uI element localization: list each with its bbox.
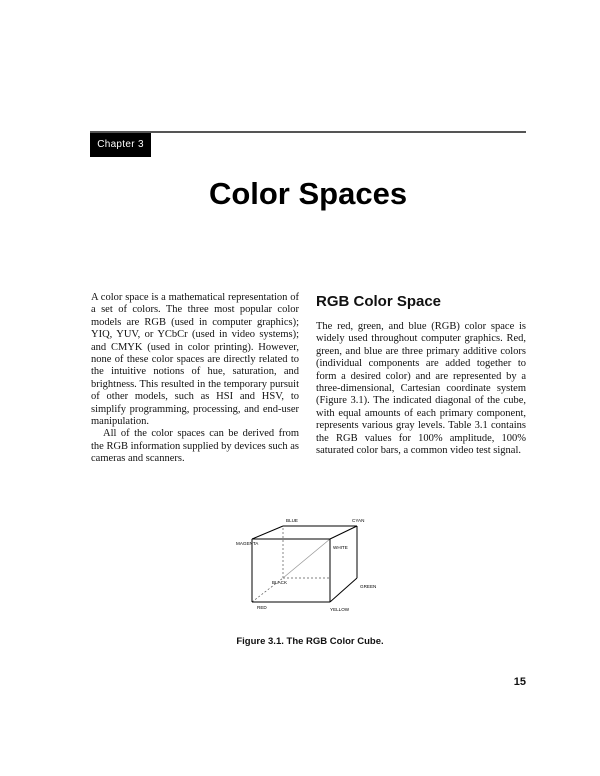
vertex-label-magenta: MAGENTA <box>236 541 259 546</box>
rgb-cube-diagram <box>230 514 390 618</box>
section-column <box>316 292 526 457</box>
section-paragraph: The red, green, and blue (RGB) color space is widely used throughout computer graphics. Red, green, and blue are three primary additive colors (individual components are added together to form a desired color) and are represented by a three-dimensional, Cartesian coordinate system (Figure 3.1). The indicated diagonal of the cube, with equal amounts of each primary component, represents various gray levels. Table 3.1 contains the RGB values for 100% amplitude, 100% saturated color bars, a common video test signal. <box>316 321 526 457</box>
vertex-label-black: BLACK <box>272 580 288 585</box>
vertex-label-white: WHITE <box>333 545 348 550</box>
cube-edge <box>330 578 357 602</box>
vertex-label-red: RED <box>257 605 267 610</box>
intro-paragraph-2: All of the color spaces can be derived from the RGB information supplied by devices such as cameras and scanners. <box>91 428 299 465</box>
intro-paragraph-1: A color space is a mathematical representation of a set of colors. The three most popular color models are RGB (used in computer graphics); YIQ, YUV, or YCbCr (used in video systems); and CMYK (used in color printing). However, none of these color spaces are directly related to the intuitive notions of hue, saturation, and brightness. This resulted in the temporary pursuit of other models, such as HSI and HSV, to simplify programming, processing, and end-user manipulation. <box>91 292 299 428</box>
intro-column <box>91 292 299 466</box>
header-rule <box>90 131 526 133</box>
chapter-label: Chapter 3 <box>90 133 151 157</box>
vertex-label-cyan: CYAN <box>352 518 365 523</box>
cube-edge <box>252 526 283 539</box>
vertex-label-yellow: YELLOW <box>330 607 350 612</box>
section-heading: RGB Color Space <box>316 293 442 310</box>
figure-caption: Figure 3.1. The RGB Color Cube. <box>236 636 384 647</box>
page-number: 15 <box>513 676 526 688</box>
cube-edge <box>330 526 357 539</box>
chapter-title: Color Spaces <box>208 176 408 211</box>
rgb-color-cube-figure <box>230 514 390 618</box>
vertex-label-blue: BLUE <box>286 518 299 523</box>
vertex-label-green: GREEN <box>360 584 377 589</box>
gray-diagonal <box>283 539 330 578</box>
